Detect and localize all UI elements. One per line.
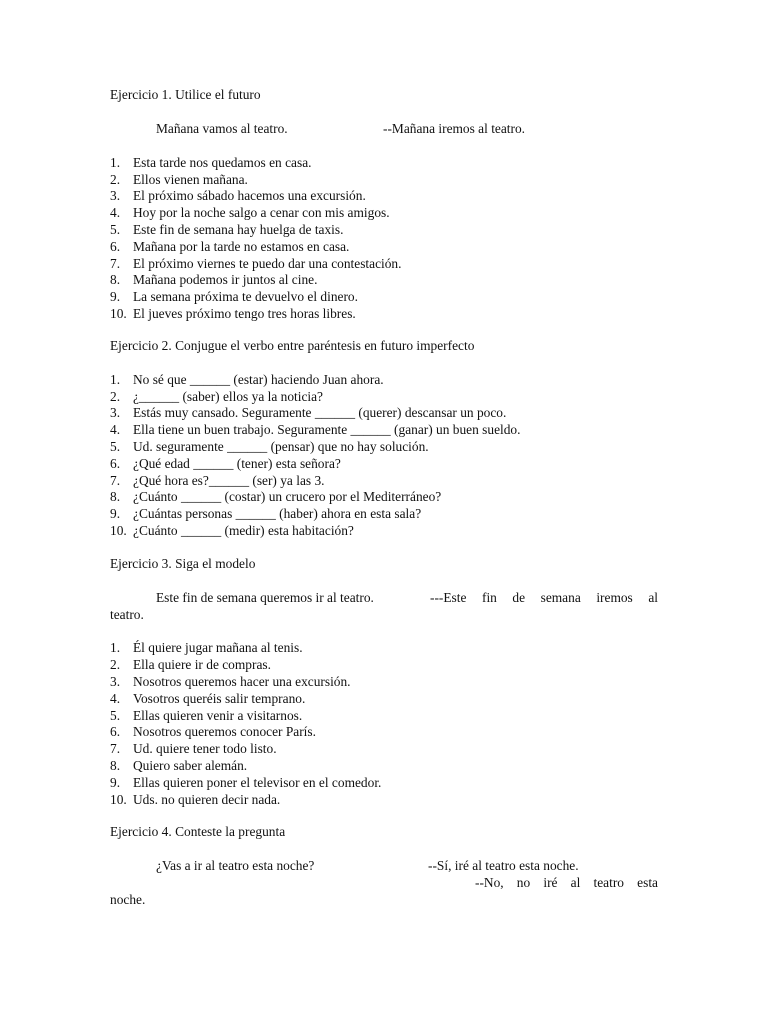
item-text: Él quiere jugar mañana al tenis. [133, 640, 303, 656]
item-number: 9. [110, 506, 121, 522]
model-answer-no-continued: noche. [110, 891, 146, 907]
item-text: La semana próxima te devuelvo el dinero. [133, 289, 358, 305]
model-question: ¿Vas a ir al teatro esta noche? [156, 857, 315, 873]
item-text: Uds. no quieren decir nada. [133, 791, 281, 807]
item-text: Ellos vienen mañana. [133, 171, 248, 187]
exercise-4-model [110, 858, 658, 909]
item-text: Ellas quieren poner el televisor en el comedor. [133, 774, 382, 790]
list-item [110, 640, 658, 657]
item-text: ¿Cuántas personas ______ (haber) ahora en esta sala? [133, 506, 422, 522]
exercise-4 [110, 824, 658, 908]
item-text: Nosotros queremos conocer París. [133, 724, 316, 740]
list-item [110, 489, 658, 506]
item-text: ¿Cuánto ______ (costar) un crucero por el Mediterráneo? [133, 489, 442, 505]
item-text: Nosotros queremos hacer una excursión. [133, 673, 351, 689]
item-number: 6. [110, 238, 121, 254]
item-text: El próximo viernes te puedo dar una contestación. [133, 255, 402, 271]
item-text: Hoy por la noche salgo a cenar con mis amigos. [133, 205, 390, 221]
item-number: 7. [110, 255, 121, 271]
list-item [110, 741, 658, 758]
exercise-2-list [110, 372, 658, 540]
list-item [110, 256, 658, 273]
model-answer-continued: teatro. [110, 606, 144, 622]
list-item [110, 691, 658, 708]
list-item [110, 389, 658, 406]
item-text: El jueves próximo tengo tres horas libres. [133, 305, 356, 321]
item-number: 8. [110, 757, 121, 773]
item-number: 9. [110, 289, 121, 305]
list-item [110, 306, 658, 323]
item-text: No sé que ______ (estar) haciendo Juan ahora. [133, 371, 384, 387]
item-number: 8. [110, 272, 121, 288]
item-number: 8. [110, 489, 121, 505]
list-item [110, 473, 658, 490]
list-item [110, 758, 658, 775]
list-item [110, 272, 658, 289]
item-text: El próximo sábado hacemos una excursión. [133, 188, 366, 204]
item-text: Estás muy cansado. Seguramente ______ (querer) descansar un poco. [133, 405, 507, 421]
list-item [110, 523, 658, 540]
item-text: Esta tarde nos quedamos en casa. [133, 154, 312, 170]
item-number: 3. [110, 188, 121, 204]
list-item [110, 506, 658, 523]
list-item [110, 708, 658, 725]
model-sentence: Este fin de semana queremos ir al teatro. [156, 589, 374, 605]
exercise-1-list [110, 155, 658, 323]
list-item [110, 775, 658, 792]
model-sentence: Mañana vamos al teatro. [156, 120, 288, 136]
item-text: Ella tiene un buen trabajo. Seguramente ______ (ganar) un buen sueldo. [133, 422, 521, 438]
item-number: 10. [110, 522, 127, 538]
item-number: 2. [110, 171, 121, 187]
list-item [110, 405, 658, 422]
item-text: ¿______ (saber) ellos ya la noticia? [133, 388, 323, 404]
item-text: Ud. seguramente ______ (pensar) que no hay solución. [133, 438, 429, 454]
item-number: 3. [110, 673, 121, 689]
item-number: 4. [110, 690, 121, 706]
item-text: Mañana por la tarde no estamos en casa. [133, 238, 350, 254]
item-number: 1. [110, 154, 121, 170]
item-number: 5. [110, 438, 121, 454]
list-item [110, 172, 658, 189]
item-number: 7. [110, 741, 121, 757]
item-text: Este fin de semana hay huelga de taxis. [133, 221, 344, 237]
item-text: Mañana podemos ir juntos al cine. [133, 272, 318, 288]
item-text: ¿Cuánto ______ (medir) esta habitación? [133, 522, 354, 538]
exercise-3 [110, 556, 658, 808]
exercise-2 [110, 338, 658, 540]
list-item [110, 222, 658, 239]
list-item [110, 792, 658, 809]
item-number: 1. [110, 640, 121, 656]
item-text: Ellas quieren venir a visitarnos. [133, 707, 303, 723]
item-text: Ud. quiere tener todo listo. [133, 741, 277, 757]
exercise-2-heading: Ejercicio 2. Conjugue el verbo entre paréntesis en futuro imperfecto [110, 338, 475, 353]
item-text: Vosotros queréis salir temprano. [133, 690, 306, 706]
exercise-4-heading: Ejercicio 4. Conteste la pregunta [110, 824, 286, 839]
list-item [110, 724, 658, 741]
model-answer: --Mañana iremos al teatro. [383, 120, 526, 136]
list-item [110, 155, 658, 172]
item-number: 10. [110, 791, 127, 807]
exercise-3-list [110, 640, 658, 808]
item-number: 7. [110, 472, 121, 488]
list-item [110, 657, 658, 674]
exercise-1-model [110, 121, 658, 138]
model-answer: ---Este fin de semana iremos al [430, 589, 658, 605]
item-number: 4. [110, 422, 121, 438]
list-item [110, 239, 658, 256]
list-item [110, 205, 658, 222]
item-number: 4. [110, 205, 121, 221]
item-number: 5. [110, 221, 121, 237]
list-item [110, 456, 658, 473]
item-number: 5. [110, 707, 121, 723]
list-item [110, 422, 658, 439]
list-item [110, 372, 658, 389]
item-text: ¿Qué hora es?______ (ser) ya las 3. [133, 472, 325, 488]
list-item [110, 674, 658, 691]
item-text: ¿Qué edad ______ (tener) esta señora? [133, 455, 341, 471]
item-number: 6. [110, 724, 121, 740]
item-number: 10. [110, 305, 127, 321]
model-answer-yes: --Sí, iré al teatro esta noche. [428, 857, 579, 873]
item-number: 1. [110, 371, 121, 387]
item-text: Quiero saber alemán. [133, 757, 248, 773]
item-number: 9. [110, 774, 121, 790]
list-item [110, 188, 658, 205]
item-number: 3. [110, 405, 121, 421]
item-number: 2. [110, 657, 121, 673]
list-item [110, 439, 658, 456]
item-number: 6. [110, 455, 121, 471]
exercise-1-heading: Ejercicio 1. Utilice el futuro [110, 87, 261, 102]
list-item [110, 289, 658, 306]
model-answer-no: --No, no iré al teatro esta [475, 874, 658, 890]
exercise-1 [110, 87, 658, 323]
item-text: Ella quiere ir de compras. [133, 657, 271, 673]
item-number: 2. [110, 388, 121, 404]
exercise-3-heading: Ejercicio 3. Siga el modelo [110, 556, 256, 571]
exercise-3-model [110, 590, 658, 624]
